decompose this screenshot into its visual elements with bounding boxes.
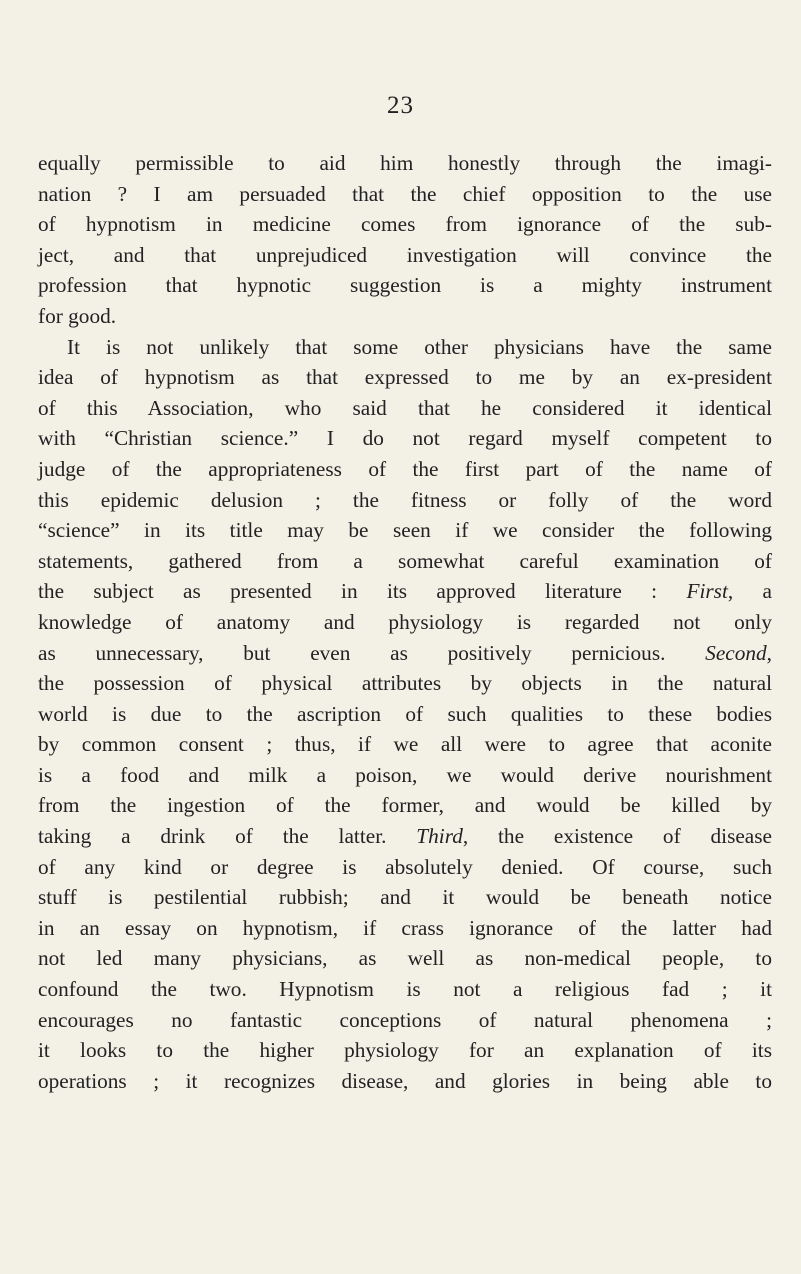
text-line: stuff is pestilential rubbish; and it would be beneath notice [38,885,772,910]
text-line: encourages no fantastic conceptions of natural phenomena ; [38,1007,772,1032]
emphasis-second: Second [705,640,767,665]
text-line: statements, gathered from a somewhat careful examination of [38,548,772,573]
text-segment: the subject as presented in its approved literature : [38,579,687,604]
text-segment: , the existence of disease [462,824,772,849]
page-number: 23 [387,92,414,119]
text-line: operations ; it recognizes disease, and glories in being able to [38,1068,772,1093]
text-line: the possession of physical attributes by objects in the natural [38,671,772,696]
text-line [38,821,772,852]
body-text [38,148,772,1096]
text-line: is a food and milk a poison, we would derive nourishment [38,762,772,787]
text-line: it looks to the higher physiology for an explanation of its [38,1038,772,1063]
text-line: profession that hypnotic suggestion is a mighty instrument [38,273,772,298]
text-line: not led many physicians, as well as non-medical people, to [38,946,772,971]
text-line: idea of hypnotism as that expressed to me by an ex-president [38,365,772,390]
text-line: judge of the appropriateness of the first part of the name of [38,456,772,481]
text-line: of this Association, who said that he considered it identical [38,395,772,420]
text-segment: as unnecessary, but even as positively pernicious. [38,640,706,665]
text-line: for good. [38,303,117,328]
text-line: confound the two. Hypnotism is not a religious fad ; it [38,977,772,1002]
text-line: equally permissible to aid him honestly through the imagi- [38,151,772,175]
text-line [38,576,772,607]
text-segment: , [766,640,772,665]
text-line: of hypnotism in medicine comes from ignorance of the sub- [38,212,772,237]
text-line: ject, and that unprejudiced investigation will convince the [38,242,772,267]
text-line: knowledge of anatomy and physiology is regarded not only [38,609,772,634]
paragraph-first-line: It is not unlikely that some other physicians have the same [67,334,772,359]
text-line: world is due to the ascription of such qualities to these bodies [38,701,772,726]
text-line: nation ? I am persuaded that the chief opposition to the use [38,181,772,206]
text-line: of any kind or degree is absolutely denied. Of course, such [38,854,772,879]
emphasis-first: First [686,579,728,604]
text-line: “science” in its title may be seen if we consider the following [38,518,772,543]
text-line: this epidemic delusion ; the fitness or folly of the word [38,487,772,512]
text-line: with “Christian science.” I do not regard myself competent to [38,426,772,451]
text-segment: taking a drink of the latter. [38,824,417,849]
text-segment: , a [727,579,772,604]
text-line: from the ingestion of the former, and would be killed by [38,793,772,818]
text-line: by common consent ; thus, if we all were to agree that aconite [38,732,772,757]
text-line [38,638,772,669]
text-line: in an essay on hypnotism, if crass ignorance of the latter had [38,915,772,940]
emphasis-third: Third [416,824,463,849]
